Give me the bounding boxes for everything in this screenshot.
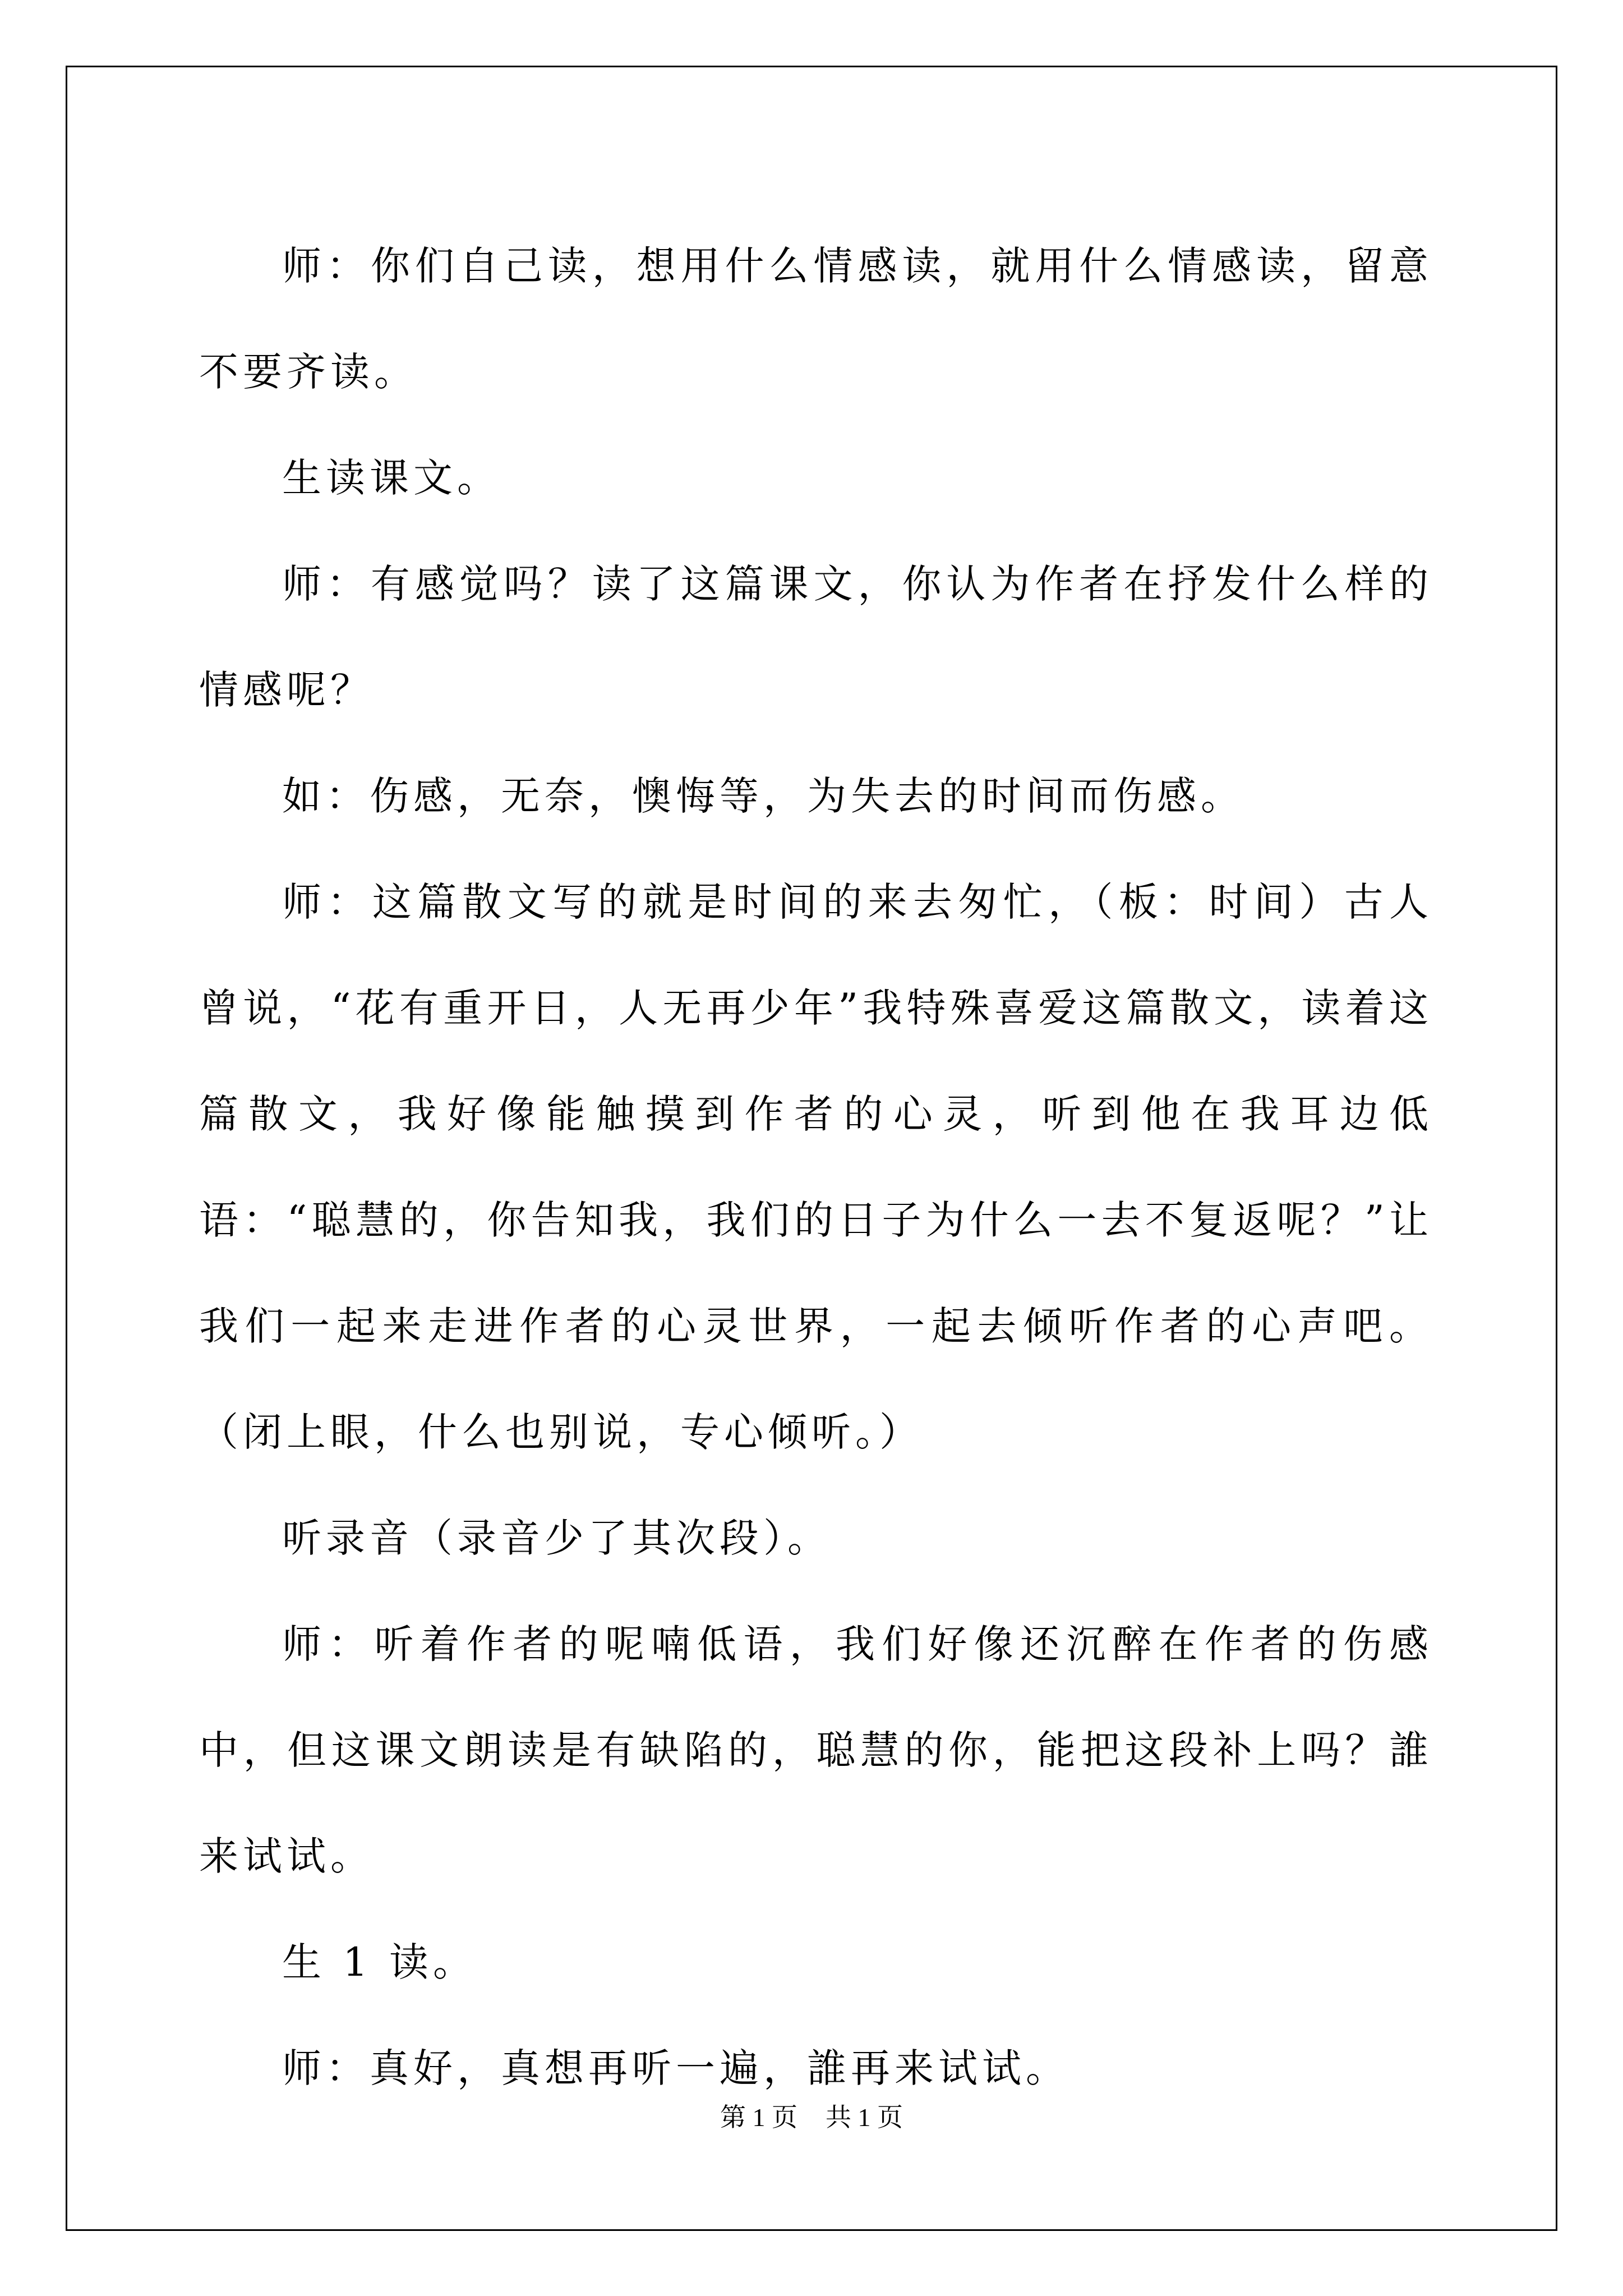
page-footer <box>0 2101 1623 2134</box>
page-total: 共 1 页 <box>826 2103 903 2132</box>
paragraph: 生 1 读。 <box>282 1939 477 1985</box>
paragraph: 师：这篇散文写的就是时间的来去匆忙，（板：时间）古人曾说，“花有重开日，人无再少年”我特殊喜爱这篇散文，读着这篇散文，我好像能触摸到作者的心灵，听到他在我耳边低语：“聪慧的，你告知我，我们的日子为什么一去不复返呢？”让我们一起来走进作者的心灵世界，一起去倾听作者的心声吧。（闭上眼，什么也别说，专心倾听。） <box>199 879 1433 1455</box>
document-body <box>199 213 1433 2122</box>
paragraph: 如：伤感，无奈，懊悔等，为失去的时间而伤感。 <box>282 773 1244 819</box>
paragraph: 听录音（录音少了其次段）。 <box>282 1515 831 1561</box>
paragraph: 师：听着作者的呢喃低语，我们好像还沉醉在作者的伤感中，但这课文朗读是有缺陷的，聪慧的你，能把这段补上吗？誰来试试。 <box>199 1621 1433 1879</box>
paragraph: 生读课文。 <box>282 455 501 501</box>
paragraph: 师：有感觉吗？读了这篇课文，你认为作者在抒发什么样的情感呢？ <box>199 561 1433 713</box>
paragraph: 师：你们自己读，想用什么情感读，就用什么情感读，留意不要齐读。 <box>199 243 1433 395</box>
page-number: 第 1 页 <box>720 2103 797 2132</box>
paragraph: 师：真好，真想再听一遍，誰再来试试。 <box>282 2045 1069 2091</box>
